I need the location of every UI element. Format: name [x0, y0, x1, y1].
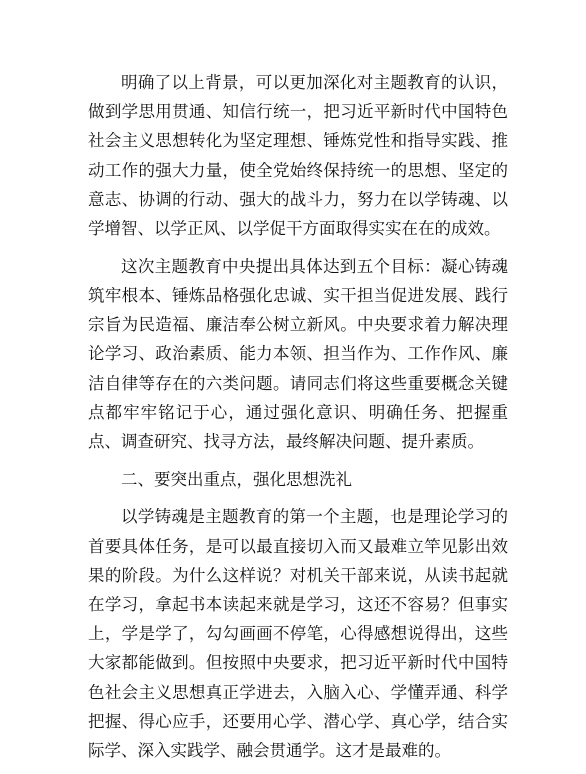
document-body [88, 68, 508, 774]
paragraph-background: 明确了以上背景，可以更加深化对主题教育的认识，做到学思用贯通、知信行统一，把习近平新时代中国特色社会主义思想转化为坚定理想、锤炼党性和指导实践、推动工作的强大力量，使全党始终保持统一的思想、坚定的意志、协调的行动、强大的战斗力，努力在以学铸魂、以学增智、以学正风、以学促干方面取得实实在在的成效。 [88, 73, 508, 239]
paragraph-five-goals: 这次主题教育中央提出具体达到五个目标：凝心铸魂筑牢根本、锤炼品格强化忠诚、实干担当促进发展、践行宗旨为民造福、廉洁奉公树立新风。中央要求着力解决理论学习、政治素质、能力本领、担当作为、工作作风、廉洁自律等存在的六类问题。请同志们将这些重要概念关键点都牢牢铭记于心，通过强化意识、明确任务、把握重点、调查研究、找寻方法，最终解决问题、提升素质。 [88, 256, 508, 451]
section-heading: 二、要突出重点，强化思想洗礼 [121, 469, 352, 489]
paragraph-study-soul: 以学铸魂是主题教育的第一个主题，也是理论学习的首要具体任务，是可以最直接切入而又最难立竿见影出效果的阶段。为什么这样说？对机关干部来说，从读书起就在学习，拿起书本读起来就是学习，这还不容易？但事实上，学是学了，勾勾画画不停笔，心得感想说得出，这些大家都能做到。但按照中央要求，把习近平新时代中国特色社会主义思想真正学进去，入脑入心、学懂弄通、科学把握、得心应手，还要用心学、潜心学、真心学，结合实际学、深入实践学、融会贯通学。这才是最难的。 [88, 507, 508, 760]
